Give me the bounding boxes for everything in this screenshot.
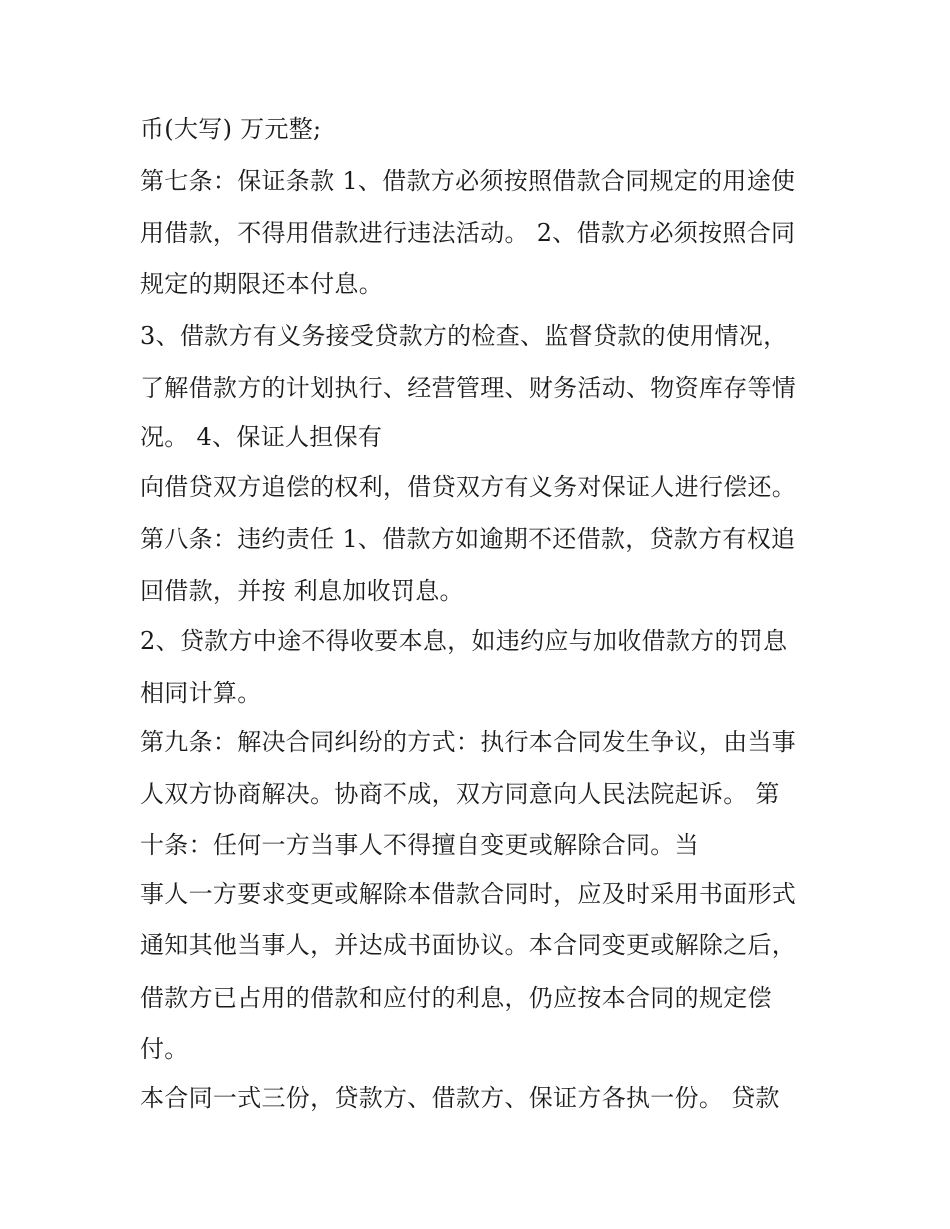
text-line: 第八条：违约责任 1、借款方如逾期不还借款，贷款方有权追 xyxy=(140,525,796,553)
text-line: 2、贷款方中途不得收要本息，如违约应与加收借款方的罚息 xyxy=(140,627,788,655)
text-line: 况。 4、保证人担保有 xyxy=(140,423,383,451)
text-line: 相同计算。 xyxy=(140,679,262,707)
text-line: 了解借款方的计划执行、经营管理、财务活动、物资库存等情 xyxy=(140,374,797,402)
text-line: 第七条：保证条款 1、借款方必须按照借款合同规定的用途使 xyxy=(140,167,796,195)
text-line: 回借款，并按 利息加收罚息。 xyxy=(140,577,464,605)
text-line: 借款方已占用的借款和应付的利息，仍应按本合同的规定偿 xyxy=(140,984,772,1012)
text-line: 3、借款方有义务接受贷款方的检查、监督贷款的使用情况， xyxy=(140,322,788,350)
text-line: 付。 xyxy=(140,1035,189,1063)
text-line: 人双方协商解决。协商不成，双方同意向人民法院起诉。 第 xyxy=(140,780,780,808)
text-line: 事人一方要求变更或解除本借款合同时，应及时采用书面形式 xyxy=(140,880,797,908)
text-line: 第九条：解决合同纠纷的方式：执行本合同发生争议，由当事 xyxy=(140,728,797,756)
text-line: 十条：任何一方当事人不得擅自变更或解除合同。当 xyxy=(140,831,699,859)
text-line: 用借款，不得用借款进行违法活动。 2、借款方必须按照合同 xyxy=(140,219,796,247)
text-line: 本合同一式三份，贷款方、借款方、保证方各执一份。 贷款 xyxy=(140,1084,780,1112)
text-line: 向借贷双方追偿的权利，借贷双方有义务对保证人进行偿还。 xyxy=(140,473,797,501)
text-line: 币(大写) 万元整; xyxy=(140,115,322,143)
text-line: 规定的期限还本付息。 xyxy=(140,270,383,298)
text-line: 通知其他当事人，并达成书面协议。本合同变更或解除之后， xyxy=(140,931,797,959)
